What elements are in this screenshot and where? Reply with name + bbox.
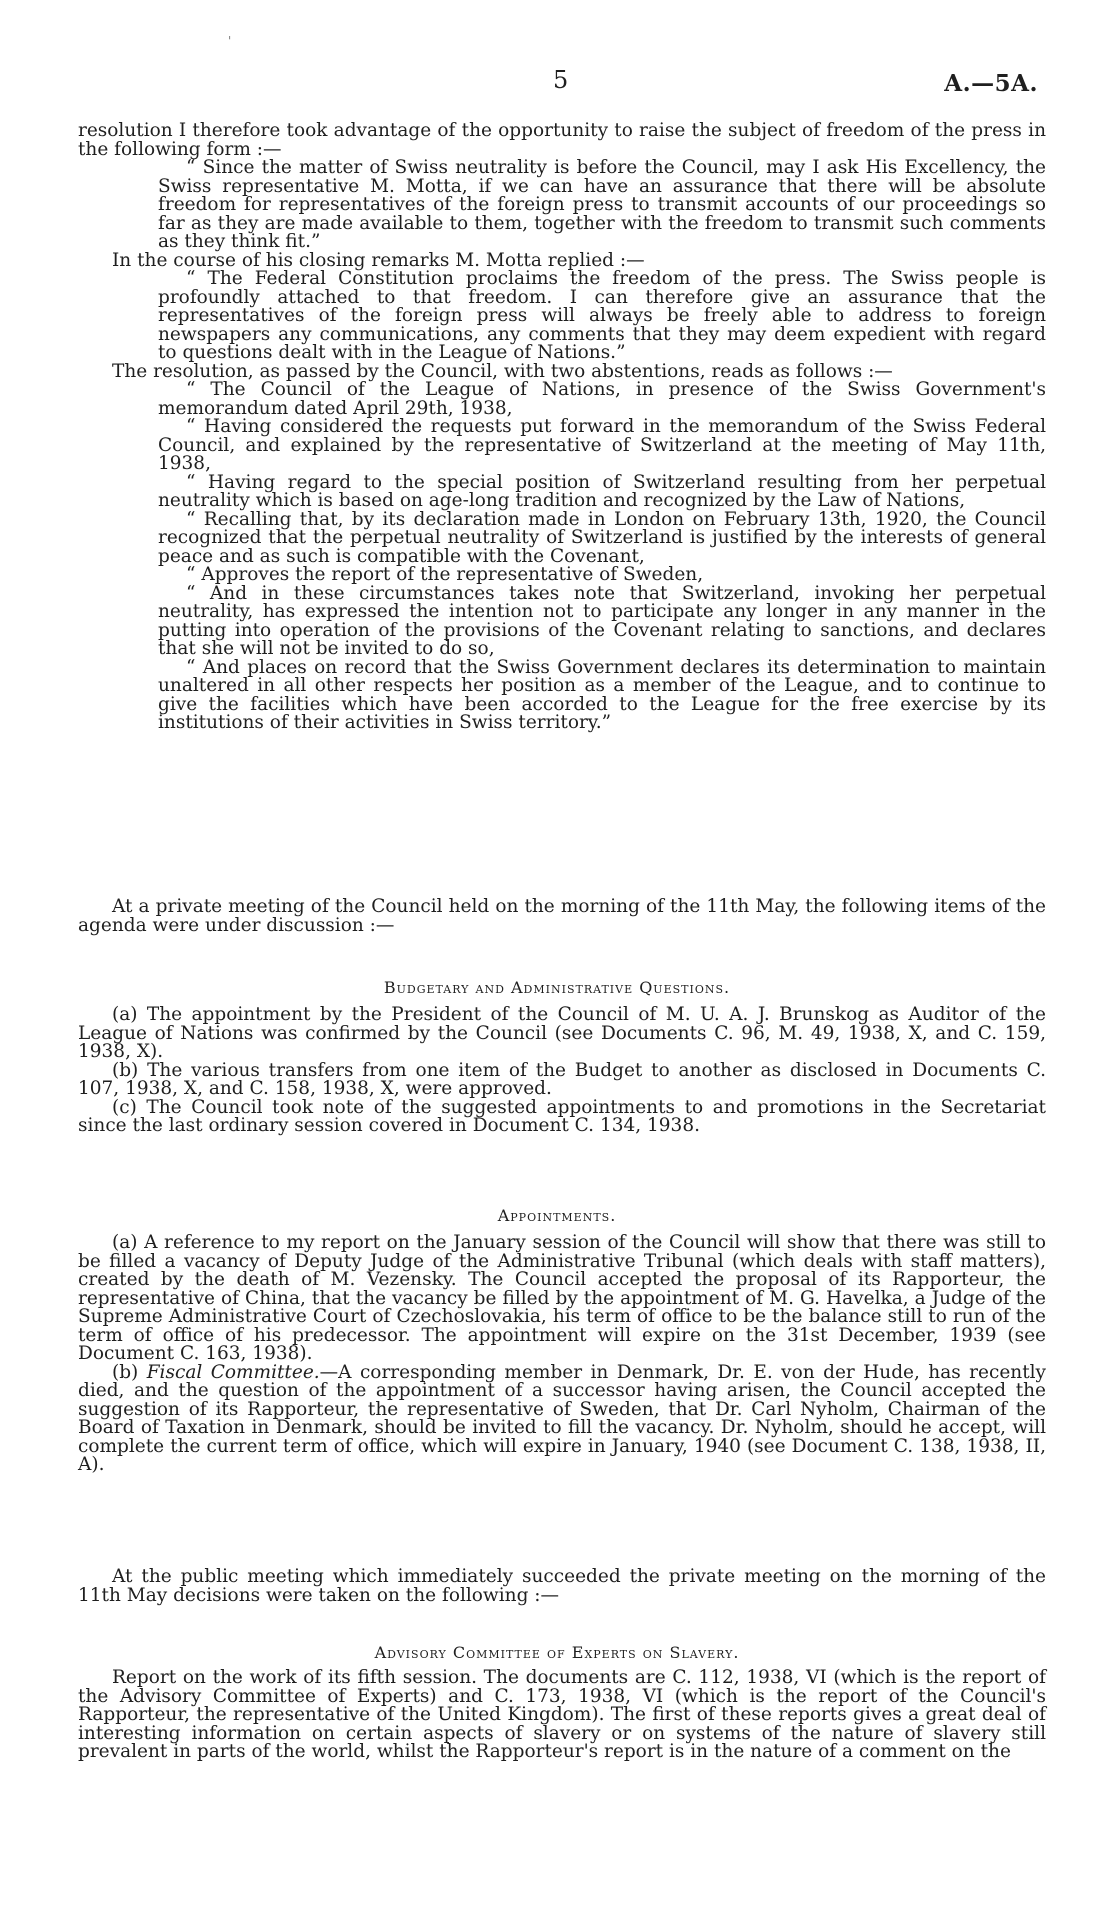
budget-item-b: (b) The various transfers from one item of the Budget to another as disclosed in Documents C. 107, 1938, X, and C. 158, 1938, X, were approved.: [78, 1059, 1046, 1099]
appointment-item-a: (a) A reference to my report on the January session of the Council will show that there was still to be filled a vacancy of Deputy Judge of the Administrative Tribunal (which deals with staff matters), created by the death of M. Vezensky. The Council accepted the proposal of its Rapporteur, the representative of China, that the vacancy be filled by the appointment of M. G. Havelka, a Judge of the Supreme Administrative Court of Czechoslovakia, his term of office to be the balance still to run of the term of office of his predecessor. The appointment will expire on the 31st December, 1939 (see Document C. 163, 1938).: [78, 1232, 1046, 1364]
resolution-clause: “ The Council of the League of Nations, in presence of the Swiss Government's memorandum dated April 29th, 1938,: [158, 379, 1046, 419]
resolution-section: [78, 122, 1046, 733]
appointment-item-b: [78, 1361, 1046, 1475]
page-number: 5: [553, 66, 569, 94]
quote-federal-constitution: “ The Federal Constitution proclaims the freedom of the press. The Swiss people is profoundly attached to that freedom. I can therefore give an assurance that the representatives of the foreign press will always be freely able to address to foreign newspapers any communications, any comments that they may deem expedient with regard to questions dealt with in the League of Nations.”: [158, 268, 1046, 363]
private-meeting-section: [78, 898, 1046, 935]
budget-item-c: (c) The Council took note of the suggested appointments to and promotions in the Secretariat since the last ordinary session covered in Document C. 134, 1938.: [78, 1096, 1046, 1136]
resolution-clause: “ Having regard to the special position of Switzerland resulting from her perpetual neutrality which is based on age-long tradition and recognized by the Law of Nations,: [158, 471, 1046, 511]
paragraph-motta-reply: In the course of his closing remarks M. Motta replied :—: [112, 249, 645, 271]
paragraph-slavery-report: Report on the work of its fifth session. The documents are C. 112, 1938, VI (which is the report of the Advisory Committee of Experts) and C. 173, 1938, VI (which is the report of the Council's Rapporteur, the representative of the United Kingdom). The first of these reports gives a great deal of interesting information on certain aspects of slavery or on systems of the nature of slavery still prevalent in parts of the world, whilst the Rapporteur's report is in the nature of a comment on the: [78, 1667, 1046, 1762]
budgetary-section: [78, 1006, 1046, 1136]
section-heading-appointments: Appointments.: [497, 1206, 617, 1225]
document-reference: A.—5A.: [944, 70, 1038, 97]
resolution-clause: “ And in these circumstances takes note that Switzerland, invoking her perpetual neutrality, has expressed the intention not to participate any longer in any manner in the putting into operation of the provisions of the Covenant relating to sanctions, and declares that she will not be invited to do so,: [158, 582, 1046, 659]
resolution-clause: “ Having considered the requests put forward in the memorandum of the Swiss Federal Council, and explained by the representative of Switzerland at the meeting of May 11th, 1938,: [158, 416, 1046, 474]
paragraph-resolution-intro: The resolution, as passed by the Council, with two abstentions, reads as follows :—: [112, 360, 893, 382]
appointments-section: [78, 1234, 1046, 1475]
stray-mark: ': [228, 34, 232, 48]
paragraph-opening: resolution I therefore took advantage of the opportunity to raise the subject of freedom of the press in the following form :—: [78, 120, 1046, 160]
appointment-item-b-label: (b): [112, 1361, 139, 1383]
section-heading-budgetary: Budgetary and Administrative Questions.: [383, 978, 731, 997]
paragraph-private-meeting: At a private meeting of the Council held on the morning of the 11th May, the following items of the agenda were under discussion :—: [78, 896, 1046, 936]
resolution-clause: “ Approves the report of the representative of Sweden,: [186, 564, 704, 585]
public-meeting-section: [78, 1568, 1046, 1605]
resolution-clause: “ Recalling that, by its declaration made in London on February 13th, 1920, the Council recognized that the perpetual neutrality of Switzerland is justified by the interests of general peace and as such is compatible with the Covenant,: [158, 508, 1046, 567]
fiscal-committee-title: Fiscal Committee.: [146, 1361, 320, 1383]
section-heading-slavery: Advisory Committee of Experts on Slavery.: [374, 1643, 740, 1662]
slavery-section: [78, 1669, 1046, 1762]
resolution-clause: “ And places on record that the Swiss Government declares its determination to maintain unaltered in all other respects her position as a member of the League, and to continue to give the facilities which have been accorded to the League for the free exercise by its institutions of their activities in Swiss territory.”: [158, 656, 1046, 733]
appointment-item-b-text: —A corresponding member in Denmark, Dr. E. von der Hude, has recently died, and the question of the appointment of a successor having arisen, the Council accepted the suggestion of its Rapporteur, the representative of Sweden, that Dr. Carl Nyholm, Chairman of the Board of Taxation in Denmark, should be invited to fill the vacancy. Dr. Nyholm, should he accept, will complete the current term of office, which will expire in January, 1940 (see Document C. 138, 1938, II, A).: [78, 1361, 1046, 1475]
paragraph-public-meeting: At the public meeting which immediately succeeded the private meeting on the morning of the 11th May decisions were taken on the following :—: [78, 1566, 1046, 1606]
budget-item-a: (a) The appointment by the President of the Council of M. U. A. J. Brunskog as Auditor of the League of Nations was confirmed by the Council (see Documents C. 96, M. 49, 1938, X, and C. 159, 1938, X).: [78, 1004, 1046, 1062]
quote-freedom-of-press: “ Since the matter of Swiss neutrality is before the Council, may I ask His Excellency, the Swiss representative M. Motta, if we can have an assurance that there will be absolute freedom for representatives of the foreign press to transmit accounts of our proceedings so far as they are made available to them, together with the freedom to transmit such comments as they think fit.”: [158, 157, 1046, 252]
